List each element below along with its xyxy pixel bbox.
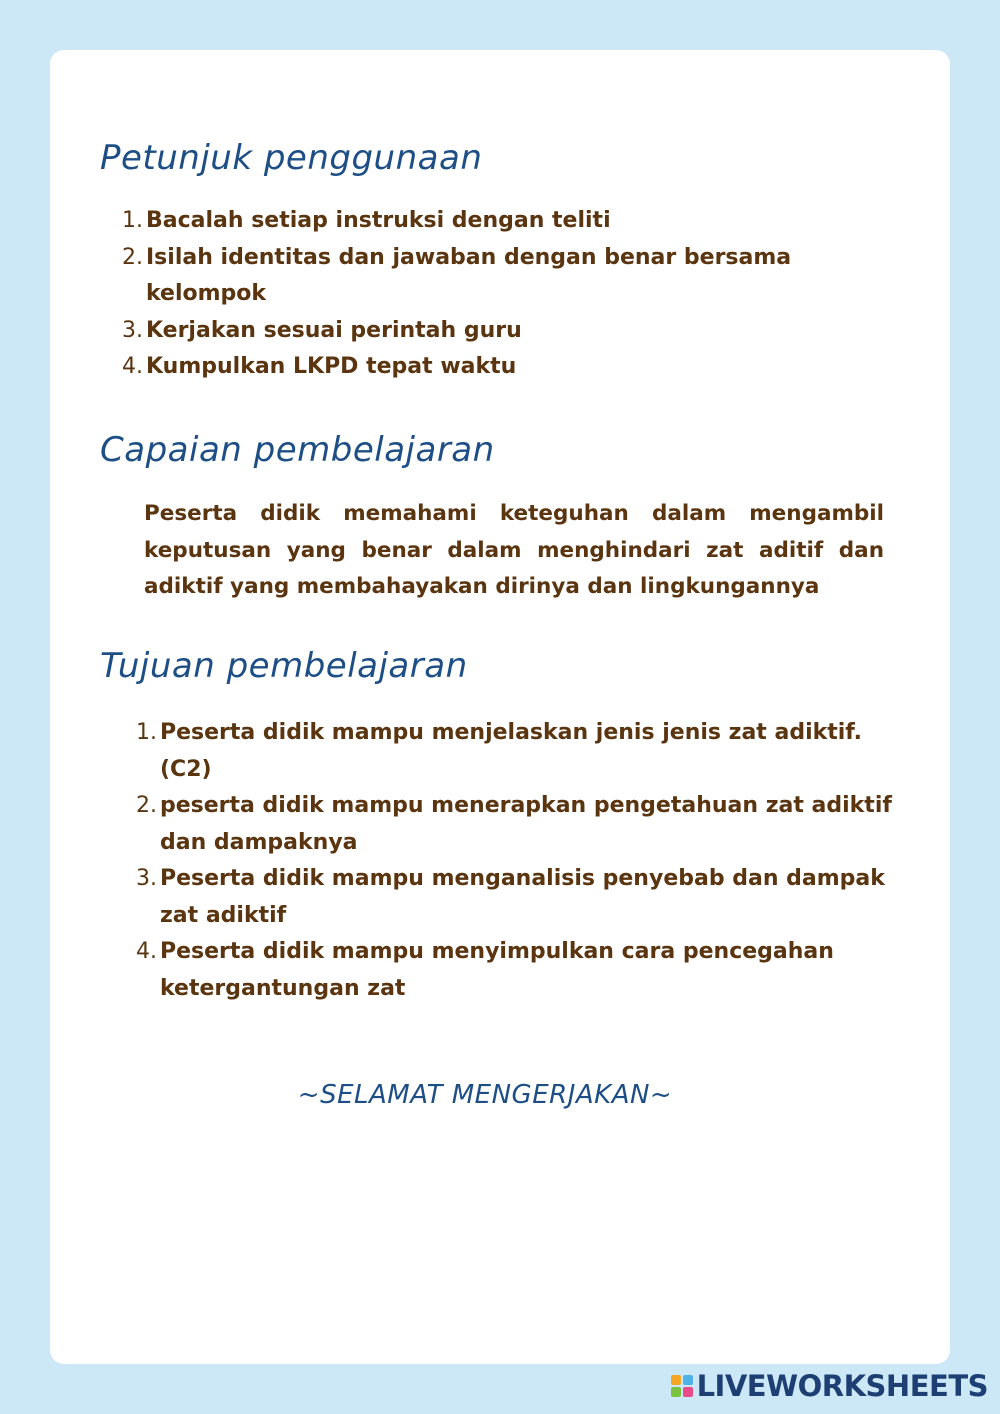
list-item: 1. Bacalah setiap instruksi dengan teliti	[122, 208, 611, 233]
heading-capaian: Capaian pembelajaran	[100, 430, 495, 470]
list-item: 3. Kerjakan sesuai perintah guru	[122, 317, 522, 343]
list-item: 2. Isilah identitas dan jawaban dengan benar bersama kelompok	[122, 244, 792, 306]
worksheet-card	[50, 50, 950, 1364]
capaian-paragraph: Peserta didik memahami keteguhan dalam mengambil keputusan yang benar dalam menghindari zat aditif dan adiktif yang membahayakan dirinya dan lingkungannya	[144, 501, 884, 599]
tujuan-list	[136, 715, 900, 1007]
list-item: 4. Kumpulkan LKPD tepat waktu	[122, 354, 517, 379]
heading-tujuan: Tujuan pembelajaran	[100, 646, 468, 686]
logo-square	[683, 1375, 693, 1385]
liveworksheets-logo-icon	[671, 1375, 693, 1397]
list-item: 2. peserta didik mampu menerapkan pengetahuan zat adiktif dan dampaknya	[136, 793, 892, 855]
liveworksheets-brand[interactable]	[671, 1366, 988, 1406]
petunjuk-list	[122, 203, 846, 386]
list-item: 4. Peserta didik mampu menyimpulkan cara pencegahan ketergantungan zat	[136, 939, 834, 1001]
closing-message: ~SELAMAT MENGERJAKAN~	[297, 1080, 673, 1110]
logo-square	[671, 1375, 681, 1385]
list-item: 3. Peserta didik mampu menganalisis penyebab dan dampak zat adiktif	[136, 866, 885, 928]
logo-square	[671, 1387, 681, 1397]
brand-name: LIVEWORKSHEETS	[696, 1369, 988, 1403]
logo-square	[683, 1387, 693, 1397]
list-item: 1. Peserta didik mampu menjelaskan jenis jenis zat adiktif. (C2)	[136, 720, 863, 782]
heading-petunjuk: Petunjuk penggunaan	[100, 138, 483, 178]
